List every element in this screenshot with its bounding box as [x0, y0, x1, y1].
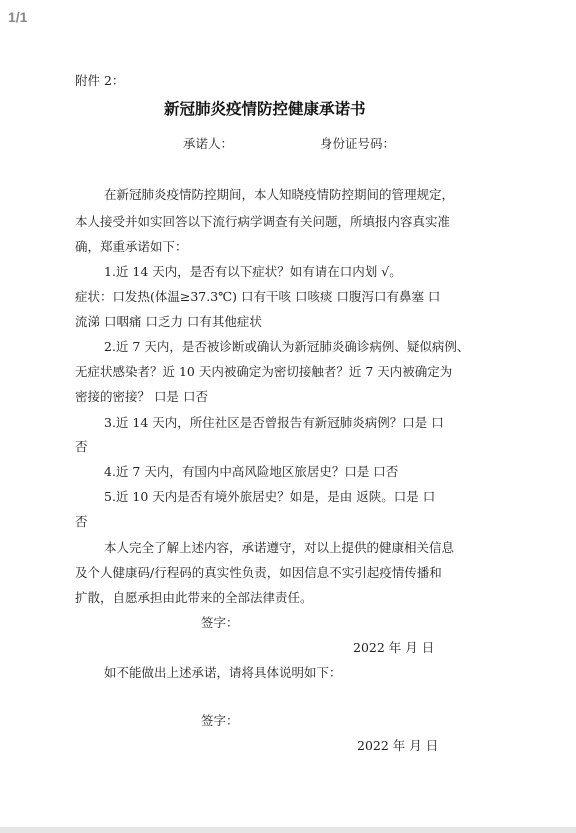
- question-4: 4.近 7 天内，有国内中高风险地区旅居史？口是 口否: [104, 464, 399, 479]
- attachment-label: 附件 2：: [75, 73, 125, 88]
- signature-label-1: 签字：: [201, 615, 239, 630]
- question-5-line: 否: [75, 514, 88, 529]
- question-5-line: 5.近 10 天内是否有境外旅居史？如是，是由 返陕。口是 口: [104, 489, 436, 504]
- date-line-2: 2022 年 月 日: [357, 738, 439, 753]
- question-3-line: 否: [75, 439, 88, 454]
- intro-line: 本人接受并如实回答以下流行病学调查有关问题，所填报内容真实准: [75, 214, 451, 229]
- intro-line: 在新冠肺炎疫情防控期间，本人知晓疫情防控期间的管理规定，: [104, 187, 455, 202]
- document-title: 新冠肺炎疫情防控健康承诺书: [164, 99, 366, 118]
- question-2-line: 无症状感染者？近 10 天内被确定为密切接触者？近 7 天内被确定为: [75, 364, 453, 379]
- question-2-line: 2.近 7 天内，是否被诊断或确认为新冠肺炎确诊病例、疑似病例、: [104, 339, 470, 354]
- intro-line: 确，郑重承诺如下：: [75, 239, 188, 254]
- id-number-label: 身份证号码：: [320, 136, 396, 151]
- commitment-line: 本人完全了解上述内容，承诺遵守，对以上提供的健康相关信息: [104, 540, 455, 555]
- commitment-line: 扩散，自愿承担由此带来的全部法律责任。: [75, 590, 313, 605]
- signature-label-2: 签字：: [201, 713, 239, 728]
- date-line-1: 2022 年 月 日: [353, 640, 435, 655]
- explanation-prompt: 如不能做出上述承诺，请将具体说明如下：: [104, 665, 342, 680]
- commitment-line: 及个人健康码/行程码的真实性负责，如因信息不实引起疫情传播和: [75, 565, 442, 580]
- symptoms-line: 症状：口发热(体温≥37.3℃) 口有干咳 口咳痰 口腹泻口有鼻塞 口: [75, 289, 441, 304]
- question-1: 1.近 14 天内，是否有以下症状？如有请在口内划 √。: [104, 264, 402, 279]
- symptoms-line: 流涕 口咽痛 口乏力 口有其他症状: [75, 314, 262, 329]
- viewer-bottom-bar: [0, 827, 576, 833]
- question-3-line: 3.近 14 天内，所住社区是否曾报告有新冠肺炎病例？口是 口: [104, 415, 444, 430]
- promisor-label: 承诺人：: [183, 136, 234, 151]
- question-2-line: 密接的密接？ 口是 口否: [75, 389, 208, 404]
- page-counter: 1/1: [8, 9, 28, 25]
